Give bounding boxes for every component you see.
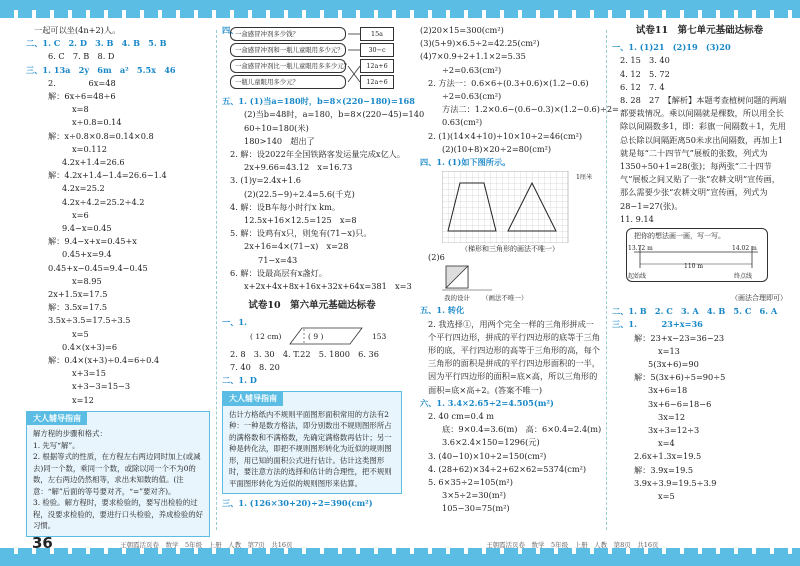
- ruler-note: （画法合理即可）: [731, 294, 787, 303]
- ruler-mid: 110 m: [684, 263, 704, 271]
- answer-line: 解：0.4×(x+3)÷0.4=6÷0.4: [48, 355, 160, 366]
- tutor-tip-1: [26, 411, 210, 537]
- tip-paragraph: 1. 先写“解”。: [33, 440, 80, 450]
- design-label: 我的设计: [444, 294, 470, 303]
- answer-line: (2)20×15=300(cm²): [420, 25, 504, 35]
- label-c: 153: [372, 331, 387, 341]
- answer-line: 2. 解：设2022年全国铁路客发运量完成x亿人。: [230, 149, 406, 160]
- answer-line: 2. 方法一：0.6×6÷(0.3+0.6)×(1.2−0.6): [428, 77, 589, 88]
- answer-line: 解：5(3x+6)÷5=90÷5: [634, 372, 726, 383]
- grid-svg: [442, 171, 572, 243]
- answer-line: x=6: [72, 209, 89, 220]
- answer-line: 3. (40−10)×10÷2=150(cm²): [428, 450, 547, 461]
- right-page-column-1: [420, 24, 619, 516]
- match-right-item: 15a: [360, 27, 394, 41]
- match-left-item: 一盒感冒冲剂比一瓶儿童眼用多多少元？: [230, 59, 346, 73]
- answer-line: 四、1. (1)如下图所示。: [420, 157, 511, 168]
- answer-line: 6. C 7. B 8. D: [48, 51, 115, 62]
- answer-line: 3x=12: [658, 411, 686, 422]
- col3b-line: (2)6: [428, 252, 445, 263]
- answer-line: 2. 6x=48: [48, 77, 116, 88]
- answer-line: 五、1. (1)当a=180时，b=8×(220−180)=168: [222, 96, 415, 107]
- answer-line: 2. 40 cm=0.4 m: [428, 411, 495, 422]
- column-divider: [216, 30, 217, 530]
- ruler-title: 把你的想法画一画，写一写。: [634, 232, 725, 241]
- answer-line: 六、1. 3.4×2.65÷2=4.505(m²): [420, 397, 554, 408]
- answer-line: x=8.95: [72, 275, 102, 286]
- design-figure: [420, 264, 600, 304]
- answer-line: 2x+9.66=43.12 x=16.73: [244, 162, 353, 173]
- answer-line: 解：3.9x=19.5: [634, 464, 694, 475]
- answer-line: 5. 6×35÷2=105(m²): [428, 477, 513, 488]
- answer-line: 3. (1)y=2.4x+1.6: [230, 175, 302, 186]
- answer-line: (2)(22.5−9)÷2.4=5.6(千克): [244, 188, 355, 199]
- answer-line: x=0.112: [72, 143, 107, 154]
- answer-line: 解：23+x−23=36−23: [634, 332, 725, 343]
- ruler-right-number: 14.02 m: [732, 245, 757, 253]
- answer-line: 105−30=75(m²): [442, 503, 510, 514]
- answer-line: (4)7×0.9÷2+1.1×2=5.35: [420, 51, 526, 62]
- answer-line: 3x+6=18: [648, 385, 688, 396]
- ruler-figure: [612, 228, 787, 290]
- answer-line: 3x+6−6=18−6: [648, 398, 712, 409]
- answer-line: 方法二：1.2×0.6−(0.6−0.3)×(1.2−0.6)÷2=: [442, 104, 619, 115]
- answer-line: 4.2x÷4.2=25.2÷4.2: [62, 196, 145, 207]
- answer-line: 4. 12 5. 72: [620, 68, 670, 79]
- answer-line: 6. 12 7. 4: [620, 81, 665, 92]
- design-caption: （画法不唯一）: [482, 294, 528, 303]
- col2b-line: 2. 8 3. 30 4. T.22 5. 1800 6. 36: [230, 348, 379, 359]
- answer-line: 8. 28 27 【解析】本题考查植树问题的两端都要栽情况。乘以间隔就是棵数，所以用全长除以间隔数多1，即：彩旗一间隔数＋1，先用总长除以间隔距离50米求出间隔数，再加上1就是每“二十四节气”展板的张数，列式为1350÷50+1=28(张)；每两张“二十四节气”展板之间又贴了一张“农耕文明”宣传画，那么需要少张“农耕文明”宣传画，列式为28−1=27(张)。: [620, 95, 787, 211]
- answer-line: x÷0.8=0.14: [72, 117, 122, 128]
- answer-line: 解：x÷0.8×0.8=0.14×0.8: [48, 130, 154, 141]
- match-right-item: 12a÷6: [360, 75, 394, 89]
- answer-line: x+3−3=15−3: [72, 381, 131, 392]
- answer-line: x+2x+4x+8x+16x+32x+64x=381 x=3: [244, 281, 412, 292]
- answer-line: 3.6×2.4×150=1296(元): [442, 437, 540, 448]
- match-left-item: 一盒感冒冲剂多少钱？: [230, 27, 346, 41]
- answer-line: 71−x=43: [258, 254, 298, 265]
- answer-line: 12.5x+16×12.5=125 x=8: [244, 215, 357, 226]
- answer-line: x=4: [658, 438, 675, 449]
- answer-line: 11. 9.14: [620, 213, 654, 224]
- answer-line: ÷2=0.63(cm²): [442, 91, 502, 102]
- label-b: ( 9 ): [308, 331, 324, 341]
- top-decorative-band: [0, 0, 800, 14]
- test-10-title: 试卷10 第六单元基础达标卷: [248, 300, 376, 312]
- ruler-left-label: 起始线: [628, 273, 647, 281]
- answer-line: 二、1. B 2. C 3. A 4. B 5. C 6. A: [612, 306, 778, 317]
- answer-line: x=5: [72, 328, 89, 339]
- answer-line: 二、1. C 2. D 3. B 4. B 5. B: [26, 38, 167, 49]
- answer-line: 0.45+x−0.45=9.4−0.45: [48, 262, 148, 273]
- tip-heading: 大人辅导指南: [27, 412, 87, 426]
- match-right-item: 12a+6: [360, 59, 394, 73]
- answer-line: 6. 解：设最高层有x盏灯。: [230, 267, 327, 278]
- label-a: ( 12 cm): [250, 331, 282, 341]
- answer-line: 解：4.2x+1.4−1.4=26.6−1.4: [48, 170, 167, 181]
- answer-line: 3.5x÷3.5=17.5÷3.5: [48, 315, 131, 326]
- section-4-label: 四、: [222, 25, 239, 35]
- match-left-item: 一瓶儿童眼用多少元？: [230, 75, 346, 89]
- answer-line: 5. 解：设鸡有x只，则兔有(71−x)只。: [230, 228, 372, 239]
- answer-line: 60÷10=180(米): [244, 122, 309, 133]
- col2b-line: 7. 40 8. 20: [230, 361, 280, 372]
- parallelogram-figure: [222, 324, 402, 348]
- answer-line: 5(3x+6)=90: [648, 359, 699, 370]
- grid-caption: （梯形和三角形的画法不唯一）: [461, 245, 559, 254]
- answer-line: 4.2x+1.4=26.6: [62, 157, 125, 168]
- ruler-left-number: 13.72 m: [628, 245, 653, 253]
- answer-line: 解：6x÷6=48÷6: [48, 91, 116, 102]
- tutor-tip-2: [222, 391, 402, 494]
- answer-line: 0.4×(x+3)=6: [62, 341, 118, 352]
- answer-line: x=5: [658, 491, 675, 502]
- answer-line: 解：9.4−x+x=0.45+x: [48, 236, 137, 247]
- answer-line: 3x÷3=12÷3: [648, 425, 700, 436]
- answer-line: x=12: [72, 394, 94, 405]
- answer-line: 0.45+x=9.4: [62, 249, 112, 260]
- tip-heading: 大人辅导指南: [223, 392, 283, 406]
- answer-line: 2. 我选择①，用两个完全一样的三角形拼成一个平行四边形，拼成的平行四边形的底等于三角形的底，平行四边形的高等于三角形的高，每个三角形的面积是拼成的平行四边形面积的一半，因为平行四边形的面积=底×高，所以三角形的面积=底×高÷2。(答案不唯一): [428, 318, 600, 395]
- answer-line: 2.6x+1.3x=19.5: [634, 451, 702, 462]
- col2b-line: 二、1. D: [222, 375, 257, 386]
- answer-line: 2. (1)(14×4+10)÷10×10÷2=46(cm²): [428, 130, 583, 141]
- parallelogram-shape: [290, 328, 362, 344]
- answer-line: 2x+1.5x=17.5: [48, 289, 108, 300]
- tip-body: 估计方格纸内不规则平面图形面积常用的方法有2种：一种是数方格法，即分别数出不规则图形所占的满格数和不满格数，先确定满格数再估计；另一种是转化法，即把不规则图形转化为近似的规则图形，用已知的面积公式进行估计。估计这类图形时，要注意方法的选择和估计的合理性，把不规则平面图形转化为近似的规则图形来估算。: [229, 409, 392, 488]
- answer-line: (2)当b=48时，a=180，b=8×(220−45)=140: [244, 109, 425, 120]
- answer-line: x=13: [658, 345, 680, 356]
- answer-line: 三、1. 23+x=36: [612, 319, 703, 330]
- answer-line: 底：9×0.4=3.6(m) 高：6×0.4=2.4(m): [442, 424, 602, 435]
- match-right-item: 30−c: [360, 43, 394, 57]
- right-footer: 王朝霞活页卷 数学 5年级 上册 人教 第8页 共16页: [486, 541, 659, 549]
- answer-line: 解：3.5x=17.5: [48, 302, 108, 313]
- answer-line: x+3=15: [72, 368, 106, 379]
- answer-line: 2. 15 3. 40: [620, 55, 670, 66]
- answer-line: 3×5÷2=30(m²): [442, 490, 507, 501]
- answer-line: (2)(10+8)×20÷2=80(cm²): [442, 143, 552, 154]
- grid-unit-label: 1厘米: [576, 174, 593, 182]
- test-11-title: 试卷11 第七单元基础达标卷: [635, 25, 764, 36]
- left-page-column-1: [26, 24, 210, 537]
- page-number: 36: [32, 534, 53, 552]
- answer-line: 3.9x÷3.9=19.5÷3.9: [634, 477, 717, 488]
- answer-line: 三、1. 13a 2y 6m a² 5.5x 46: [26, 64, 176, 75]
- right-page-column-2: [612, 24, 787, 503]
- answer-line: 0.63(cm²): [442, 117, 483, 128]
- answer-line: ÷2=0.63(cm²): [442, 64, 502, 75]
- answer-line: (3)(5+9)×6.5÷2=42.25(cm²): [420, 38, 540, 49]
- grid-figure: [420, 171, 600, 254]
- answer-line: 一起可以坐(4n+2)人。: [34, 25, 121, 35]
- answer-line: 4. (28+62)×34÷2+62×62=5374(cm²): [428, 463, 587, 474]
- answer-line: 9.4−x=0.45: [62, 223, 112, 234]
- left-page-column-2: [222, 24, 425, 510]
- answer-line: 4. 解：设B车每小时行x km。: [230, 201, 341, 212]
- ruler-right-label: 终点线: [734, 273, 753, 281]
- tip-paragraph: 3. 检验。解方程时，要求检验的，要写出检验的过程，没要求检验的，要进行口头检验，养成检验的好习惯。: [33, 498, 203, 531]
- answer-line: 180>140 超出了: [244, 135, 315, 146]
- col2c-line: 三、1. (126×30+20)÷2=390(cm²): [222, 498, 373, 509]
- matching-exercise: [222, 25, 402, 95]
- col2b-line: 一、1.: [222, 317, 247, 328]
- answer-line: x=8: [72, 104, 89, 115]
- answer-line: 4.2x=25.2: [62, 183, 105, 194]
- answer-line: 2x+16=4×(71−x) x=28: [244, 241, 349, 252]
- match-left-item: 一盒感冒冲剂和一瓶儿童眼用多少元？: [230, 43, 346, 57]
- answer-line: 五、1. 转化: [420, 305, 465, 316]
- answer-line: 一、1. (1)21 (2)19 (3)20: [612, 42, 731, 53]
- bottom-decorative-band: [0, 552, 800, 566]
- tip-paragraph: 解方程的步骤和格式：: [33, 429, 107, 439]
- tip-paragraph: 2. 根据等式的性质，在方程左右两边同时加上(或减去)同一个数，乘同一个数，或除以同一个不为0的数，左右两边仍然相等，求出未知数的值。(注意：“解”后面的等号要对齐，“=”要对齐)。: [33, 452, 201, 496]
- left-footer: 王朝霞活页卷 数学 5年级 上册 人教 第7页 共16页: [120, 541, 293, 549]
